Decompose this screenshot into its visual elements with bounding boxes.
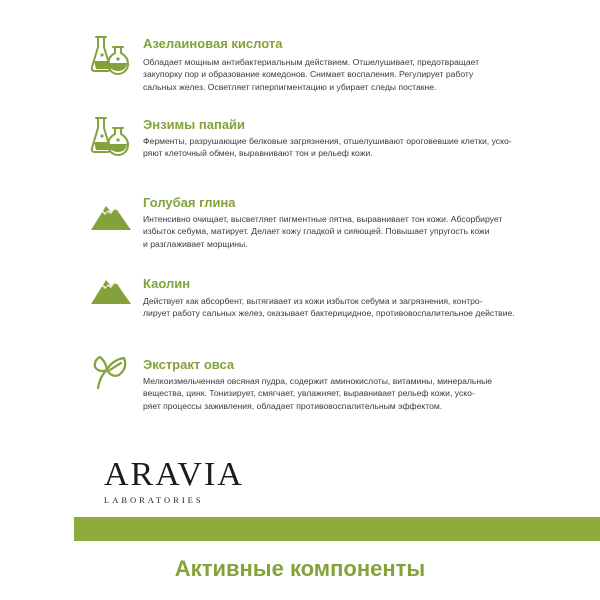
ingredient-description: Ферменты, разрушающие белковые загрязнения, отшелушивают ороговевшие клетки, уско- ряют клеточный обмен, выравнивают тон и рельеф кожи.: [143, 136, 512, 159]
ingredient-description: Интенсивно очищает, высветляет пигментные пятна, выравнивает тон кожи. Абсорбирует избыток себума, матирует. Делает кожу гладкой и сияющей. Повышает упругость кожи и разглаживает морщины.: [143, 214, 503, 249]
logo-subtitle: LABORATORIES: [104, 495, 204, 505]
ingredient-title: Каолин: [143, 276, 191, 291]
logo-brand: ARAVIA: [104, 456, 244, 493]
ingredient-description: Действует как абсорбент, вытягивает из кожи избыток себума и загрязнения, контро- лирует работу сальных желез, оказывает бактерицидное, противовоспалительное действие.: [143, 296, 515, 319]
ingredient-title: Азелаиновая кислота: [143, 36, 283, 51]
brand-logo: [104, 456, 244, 505]
mountain-icon: [90, 194, 132, 236]
mountain-icon: [90, 268, 132, 310]
ingredient-description: Мелкоизмельченная овсяная пудра, содержит аминокислоты, витамины, минеральные вещества, цинк. Тонизирует, смягчает, увлажняет, выравнивает рельеф кожи, уско- ряет процессы заживления, обладает противовоспалительным эффектом.: [143, 376, 493, 411]
lab-flasks-icon: [90, 114, 132, 156]
ingredient-description: Обладает мощным антибактериальным действием. Отшелушивает, предотвращает закупорку пор и образование комедонов. Снимает воспаления. Регулирует работу сальных желез. Осветляет гиперпигментацию и убирает следы постакне.: [143, 57, 480, 92]
ingredient-title: Голубая глина: [143, 195, 236, 210]
ingredient-title: Экстракт овса: [143, 357, 235, 372]
page-title: Активные компоненты: [174, 556, 426, 581]
lab-flasks-icon: [90, 33, 132, 75]
accent-band: [74, 517, 600, 541]
leaf-sprout-icon: [90, 350, 132, 392]
ingredient-title: Энзимы папайи: [143, 117, 246, 132]
